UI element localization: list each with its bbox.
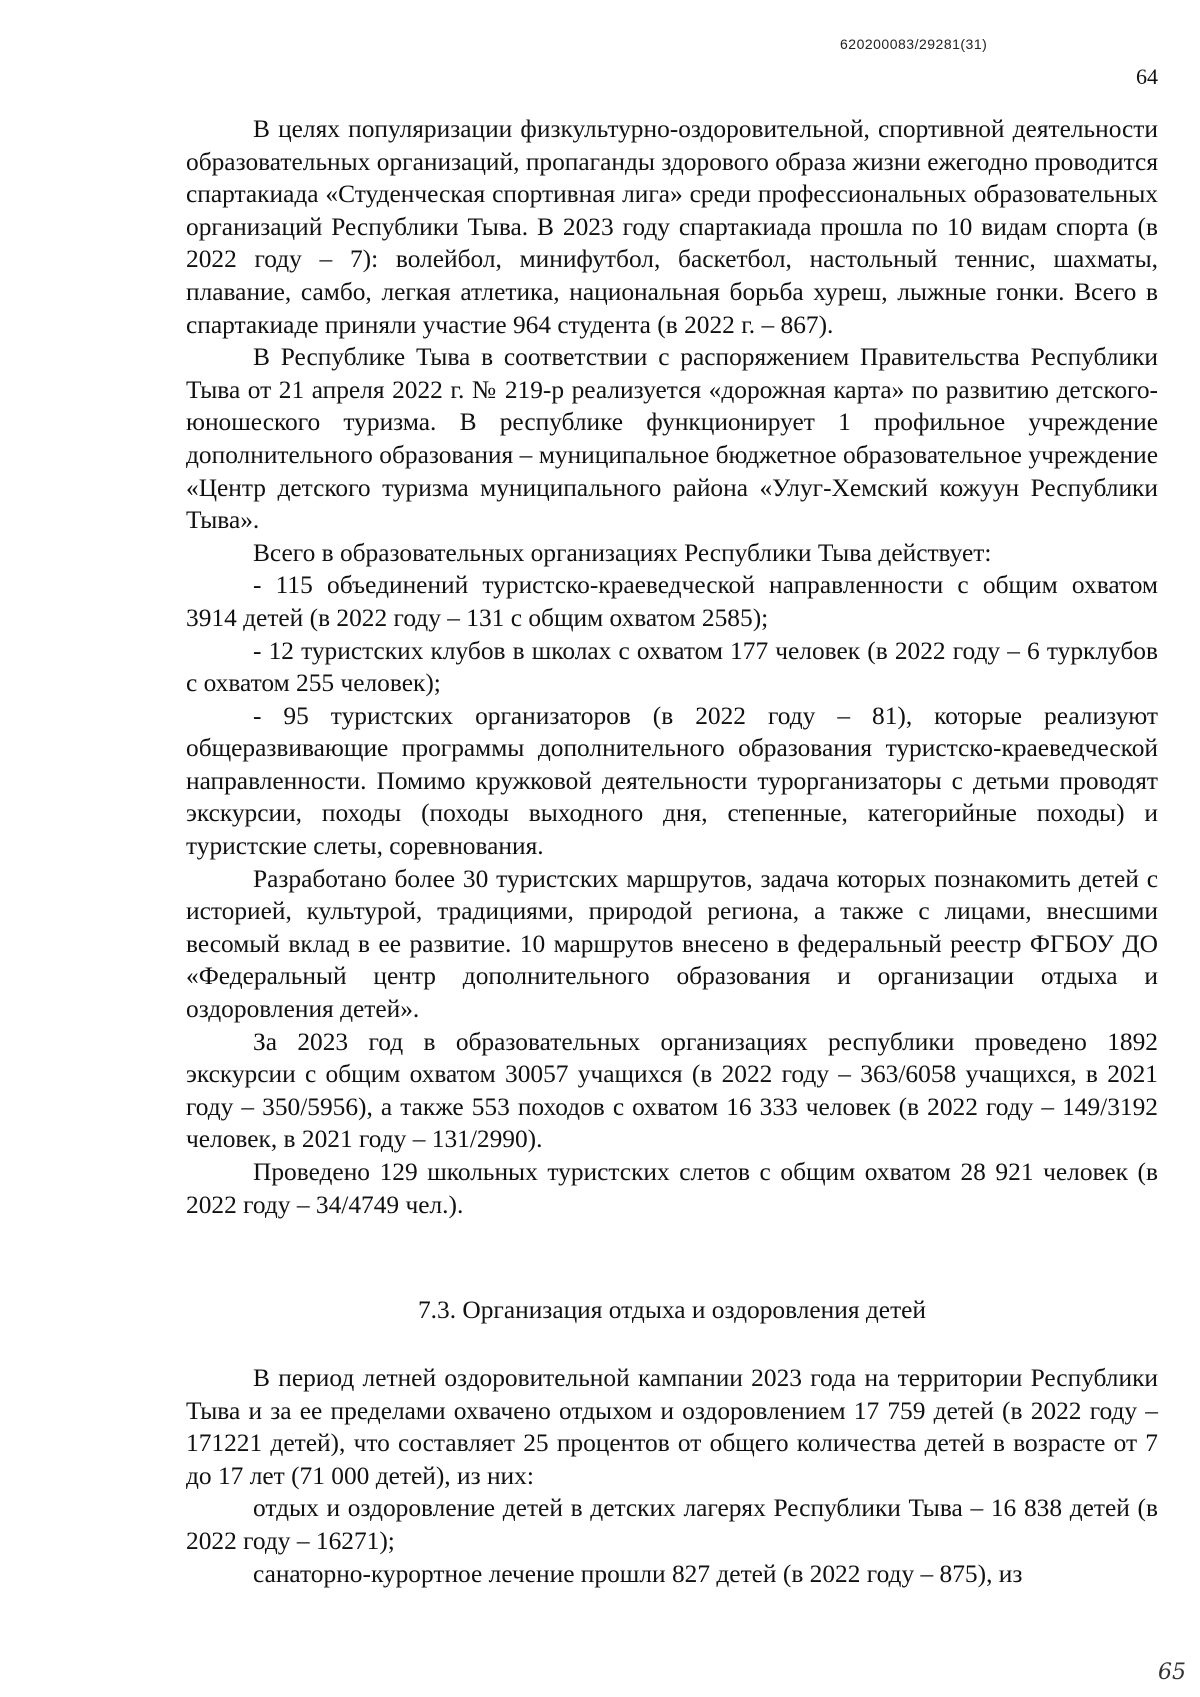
document-id: 620200083/29281(31) xyxy=(840,36,988,52)
paragraph: В Республике Тыва в соответствии с распоряжением Правительства Республики Тыва от 21 апреля 2022 г. № 219-р реализуется «дорожная карта» по развитию детского-юношеского туризма. В республике функционирует 1 профильное учреждение дополнительного образования – муниципальное бюджетное образовательное учреждение «Центр детского туризма муниципального района «Улуг-Хемский кожуун Республики Тыва». xyxy=(186,343,1158,535)
handwritten-page-mark: 65 xyxy=(1158,1660,1186,1685)
section-heading: 7.3. Организация отдыха и оздоровления детей xyxy=(417,1296,927,1324)
paragraph: Всего в образовательных организациях Республики Тыва действует: xyxy=(253,538,992,567)
list-item: - 115 объединений туристско-краеведческой направленности с общим охватом 3914 детей (в 2022 году – 131 с общим охватом 2585); xyxy=(186,571,1158,632)
paragraph: Разработано более 30 туристских маршрутов, задача которых познакомить детей с историей, культурой, традициями, природой региона, а также с лицами, внесшими весомый вклад в ее развитие. 10 маршрутов внесено в федеральный реестр ФГБОУ ДО «Федеральный центр дополнительного образования и организации отдыха и оздоровления детей». xyxy=(186,864,1158,1024)
page-number: 64 xyxy=(1136,64,1158,89)
paragraph: санаторно-курортное лечение прошли 827 детей (в 2022 году – 875), из xyxy=(253,1559,1023,1588)
paragraph: Проведено 129 школьных туристских слетов с общим охватом 28 921 человек (в 2022 году – 34/4749 чел.). xyxy=(186,1158,1158,1219)
section-text xyxy=(186,1362,1158,1590)
paragraph: отдых и оздоровление детей в детских лагерях Республики Тыва – 16 838 детей (в 2022 году – 16271); xyxy=(186,1494,1158,1555)
body-text xyxy=(186,113,1158,1221)
list-item: - 95 туристских организаторов (в 2022 году – 81), которые реализуют общеразвивающие программы дополнительного образования туристско-краеведческой направленности. Помимо кружковой деятельности турорганизаторы с детьми проводят экскурсии, походы (походы выходного дня, степенные, категорийные походы) и туристские слеты, соревнования. xyxy=(186,701,1158,861)
paragraph: В период летней оздоровительной кампании 2023 года на территории Республики Тыва и за ее пределами охвачено отдыхом и оздоровлением 17 759 детей (в 2022 году – 171221 детей), что составляет 25 процентов от общего количества детей в возрасте от 7 до 17 лет (71 000 детей), из них: xyxy=(186,1364,1158,1490)
paragraph: В целях популяризации физкультурно-оздоровительной, спортивной деятельности образовательных организаций, пропаганды здорового образа жизни ежегодно проводится спартакиада «Студенческая спортивная лига» среди профессиональных образовательных организаций Республики Тыва. В 2023 году спартакиада прошла по 10 видам спорта (в 2022 году – 7): волейбол, минифутбол, баскетбол, настольный теннис, шахматы, плавание, самбо, легкая атлетика, национальная борьба хуреш, лыжные гонки. Всего в спартакиаде приняли участие 964 студента (в 2022 г. – 867). xyxy=(186,115,1158,339)
list-item: - 12 туристских клубов в школах с охватом 177 человек (в 2022 году – 6 турклубов с охватом 255 человек); xyxy=(186,636,1158,698)
paragraph: За 2023 год в образовательных организациях республики проведено 1892 экскурсии с общим охватом 30057 учащихся (в 2022 году – 363/6058 учащихся, в 2021 году – 350/5956), а также 553 походов с охватом 16 333 человек (в 2022 году – 149/3192 человек, в 2021 году – 131/2990). xyxy=(186,1027,1158,1154)
